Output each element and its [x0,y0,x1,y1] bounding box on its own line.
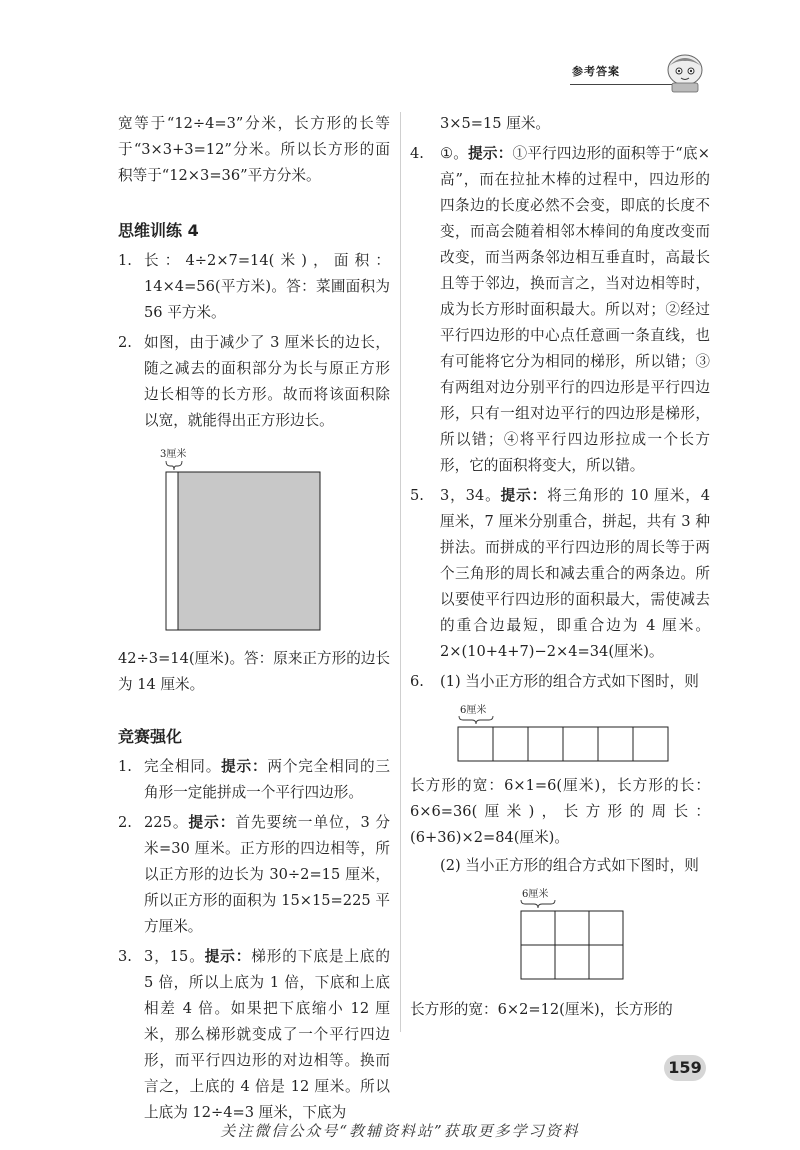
list-item: 6. (1) 当小正方形的组合方式如下图时，则 [410,673,699,690]
shaded-area [178,472,320,630]
continuation-text: 3×5=15 厘米。 [440,115,551,132]
square-cut-figure [118,446,390,636]
list-item: 5. 3，34。提示：将三角形的 10 厘米，4 厘米，7 厘米分别重合，拼起，共有 3 种拼法。而拼成的平行四边形的周长等于两个三角形的周长和减去重合的两条边。所以要使平行四边形的面积最大，需使减去的重合边最短，即重合边为 4 厘米。2×(10+4+7)−2×4=34(厘米)。 [410,487,710,660]
list-item: 1. 完全相同。提示：两个完全相同的三角形一定能拼成一个平行四边形。 [118,758,390,801]
list-item: 2. 如图，由于减少了 3 厘米长的边长，随之减去的面积部分为长与原正方形边长相等的长方形。故而将该面积除以宽，就能得出正方形边长。 [118,334,390,429]
list-item: 3. 3，15。提示：梯形的下底是上底的 5 倍，所以上底为 1 倍，下底和上底相差 4 倍。如果把下底缩小 12 厘米，那么梯形就变成了一个平行四边形，而平行四边形的对边相等。换而言之，上底的 4 倍是 12 厘米。所以上底为 12÷4=3 厘米，下底为 [118,948,390,1121]
right-column [410,111,710,1023]
cut-strip [166,472,178,630]
figure-dimension-label: 3厘米 [160,449,187,460]
case2-intro: (2) 当小正方形的组合方式如下图时，则 [440,857,699,874]
section-title-competition: 竞赛强化 [118,727,183,746]
section-label: 参考答案 [572,65,620,78]
mascot-icon [663,52,707,94]
case2-answer: 长方形的宽：6×2=12(厘米)，长方形的 [410,1001,673,1018]
intro-paragraph: 宽等于“12÷4=3”分米，长方形的长等于“3×3+3=12”分米。所以长方形的面积等于“12×3=36”平方分米。 [118,115,390,184]
page-number: 159 [664,1055,706,1081]
figure-dimension-label: 6厘米 [522,889,549,900]
row-of-six-squares-figure [410,701,710,763]
section-title-thinking-training: 思维训练 4 [118,221,199,240]
list-item: 4. ①。提示：①平行四边形的面积等于“底×高”，而在拉扯木棒的过程中，四边形的四条边的长度必然不会变，即底的长度不变，而高会随着相邻木棒间的角度改变而改变，而当两条邻边相互垂直时，高最长且等于邻边，换而言之，当对边相等时，成为长方形时面积最大。所以对；②经过平行四边形的中心点任意画一条直线，也有可能将它分为相同的梯形，所以错；③有两组对边分别平行的四边形是平行四边形，只有一组对边平行的四边形是梯形，所以错；④将平行四边形拉成一个长方形，它的面积将变大，所以错。 [410,145,710,474]
list-item: 1. 长：4÷2×7=14(米)，面积：14×4=56(平方米)。答：菜圃面积为 56 平方米。 [118,252,390,321]
footer-watermark: 关注微信公众号“教辅资料站”获取更多学习资料 [220,1122,580,1140]
left-column [118,111,390,1126]
case1-answer: 长方形的宽：6×1=6(厘米)，长方形的长：6×6=36(厘米)，长方形的周长：(6+36)×2=84(厘米)。 [410,777,710,846]
figure-conclusion: 42÷3=14(厘米)。答：原来正方形的边长为 14 厘米。 [118,650,390,693]
column-divider [400,112,401,1032]
two-by-three-squares-figure [410,885,710,989]
figure-dimension-label: 6厘米 [460,705,487,716]
list-item: 2. 225。提示：首先要统一单位，3 分米=30 厘米。正方形的四边相等，所以正方形的边长为 30÷2=15 厘米，所以正方形的面积为 15×15=225 平方厘米。 [118,814,390,935]
